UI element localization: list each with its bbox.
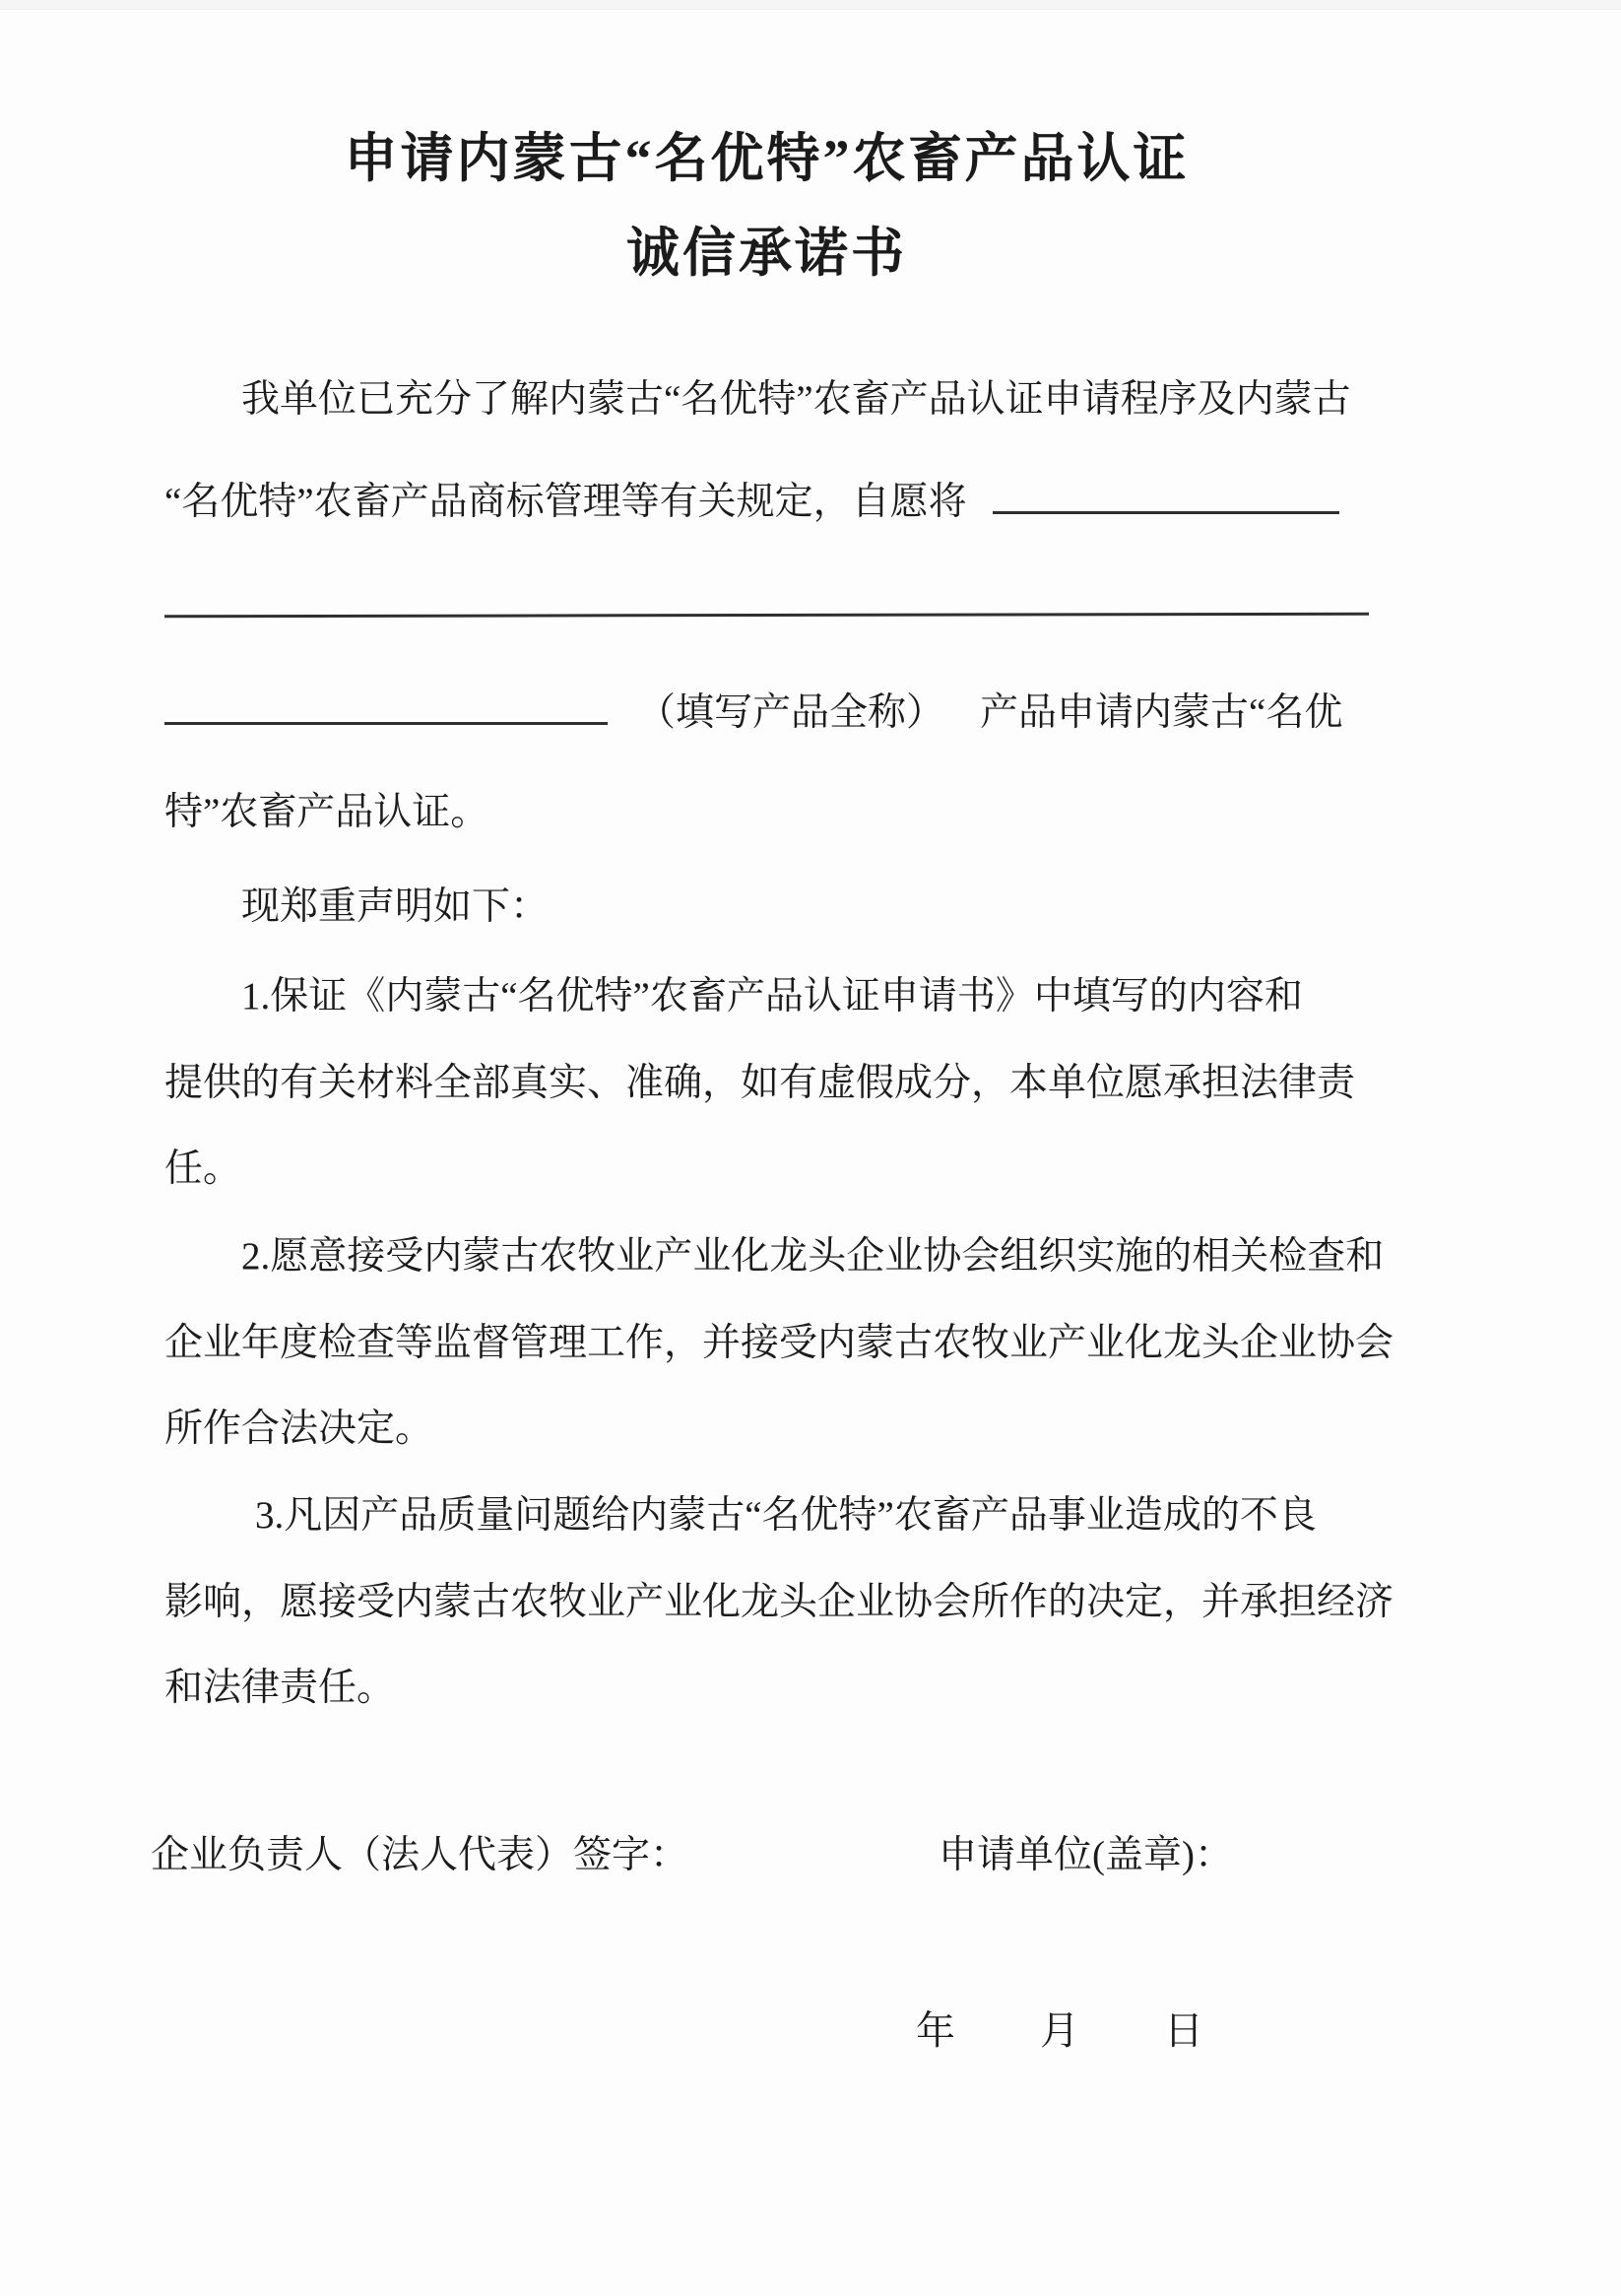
intro-line-2 [164,479,1374,526]
document-title-line1: 申请内蒙古“名优特”农畜产品认证 [344,129,1190,188]
declaration-item2-line1: 2.愿意接受内蒙古农牧业产业化龙头企业协会组织实施的相关检查和 [241,1235,1385,1278]
date-month-label: 月 [1040,2008,1079,2053]
declaration-item2-line3: 所作合法决定。 [164,1408,434,1450]
declaration-lead: 现郑重声明如下： [241,886,550,928]
document-title-line2: 诚信承诺书 [626,224,907,283]
declaration-item1-line3: 任。 [164,1148,242,1190]
intro-line-4: 特”农畜产品认证。 [164,791,489,833]
declaration-item1-line1: 1.保证《内蒙古“名优特”农畜产品认证申请书》中填写的内容和 [241,975,1303,1017]
intro-line-3 [164,689,1374,737]
declaration-item3-line2: 影响，愿接受内蒙古农牧业产业化龙头企业协会所作的决定，并承担经济 [164,1581,1394,1623]
signature-label-legal-representative: 企业负责人（法人代表）签字： [151,1834,689,1876]
product-name-blank-line-1 [993,509,1339,514]
scan-edge-artifact [0,0,1621,10]
signature-label-applicant-seal: 申请单位(盖章)： [939,1834,1233,1876]
declaration-item3-line1: 3.凡因产品质量问题给内蒙古“名优特”农畜产品事业造成的不良 [255,1494,1317,1537]
declaration-item2-line2: 企业年度检查等监督管理工作，并接受内蒙古农牧业产业化龙头企业协会 [164,1322,1394,1364]
product-name-blank-line-2 [164,580,1369,619]
fill-hint-label: （填写产品全称） [637,691,945,734]
declaration-item3-line3: 和法律责任。 [164,1667,396,1709]
intro-line-2-text: “名优特”农畜产品商标管理等有关规定，自愿将 [164,481,967,523]
intro-line-1: 我单位已充分了解内蒙古“名优特”农畜产品认证申请程序及内蒙古 [241,378,1351,421]
product-name-blank-line-3 [164,720,608,725]
date-line [916,2000,1203,2056]
date-day-label: 日 [1164,2008,1203,2053]
intro-line-3-text: 产品申请内蒙古“名优 [980,691,1343,734]
date-year-label: 年 [916,2008,955,2053]
declaration-item1-line2: 提供的有关材料全部真实、准确，如有虚假成分，本单位愿承担法律责 [164,1062,1356,1104]
